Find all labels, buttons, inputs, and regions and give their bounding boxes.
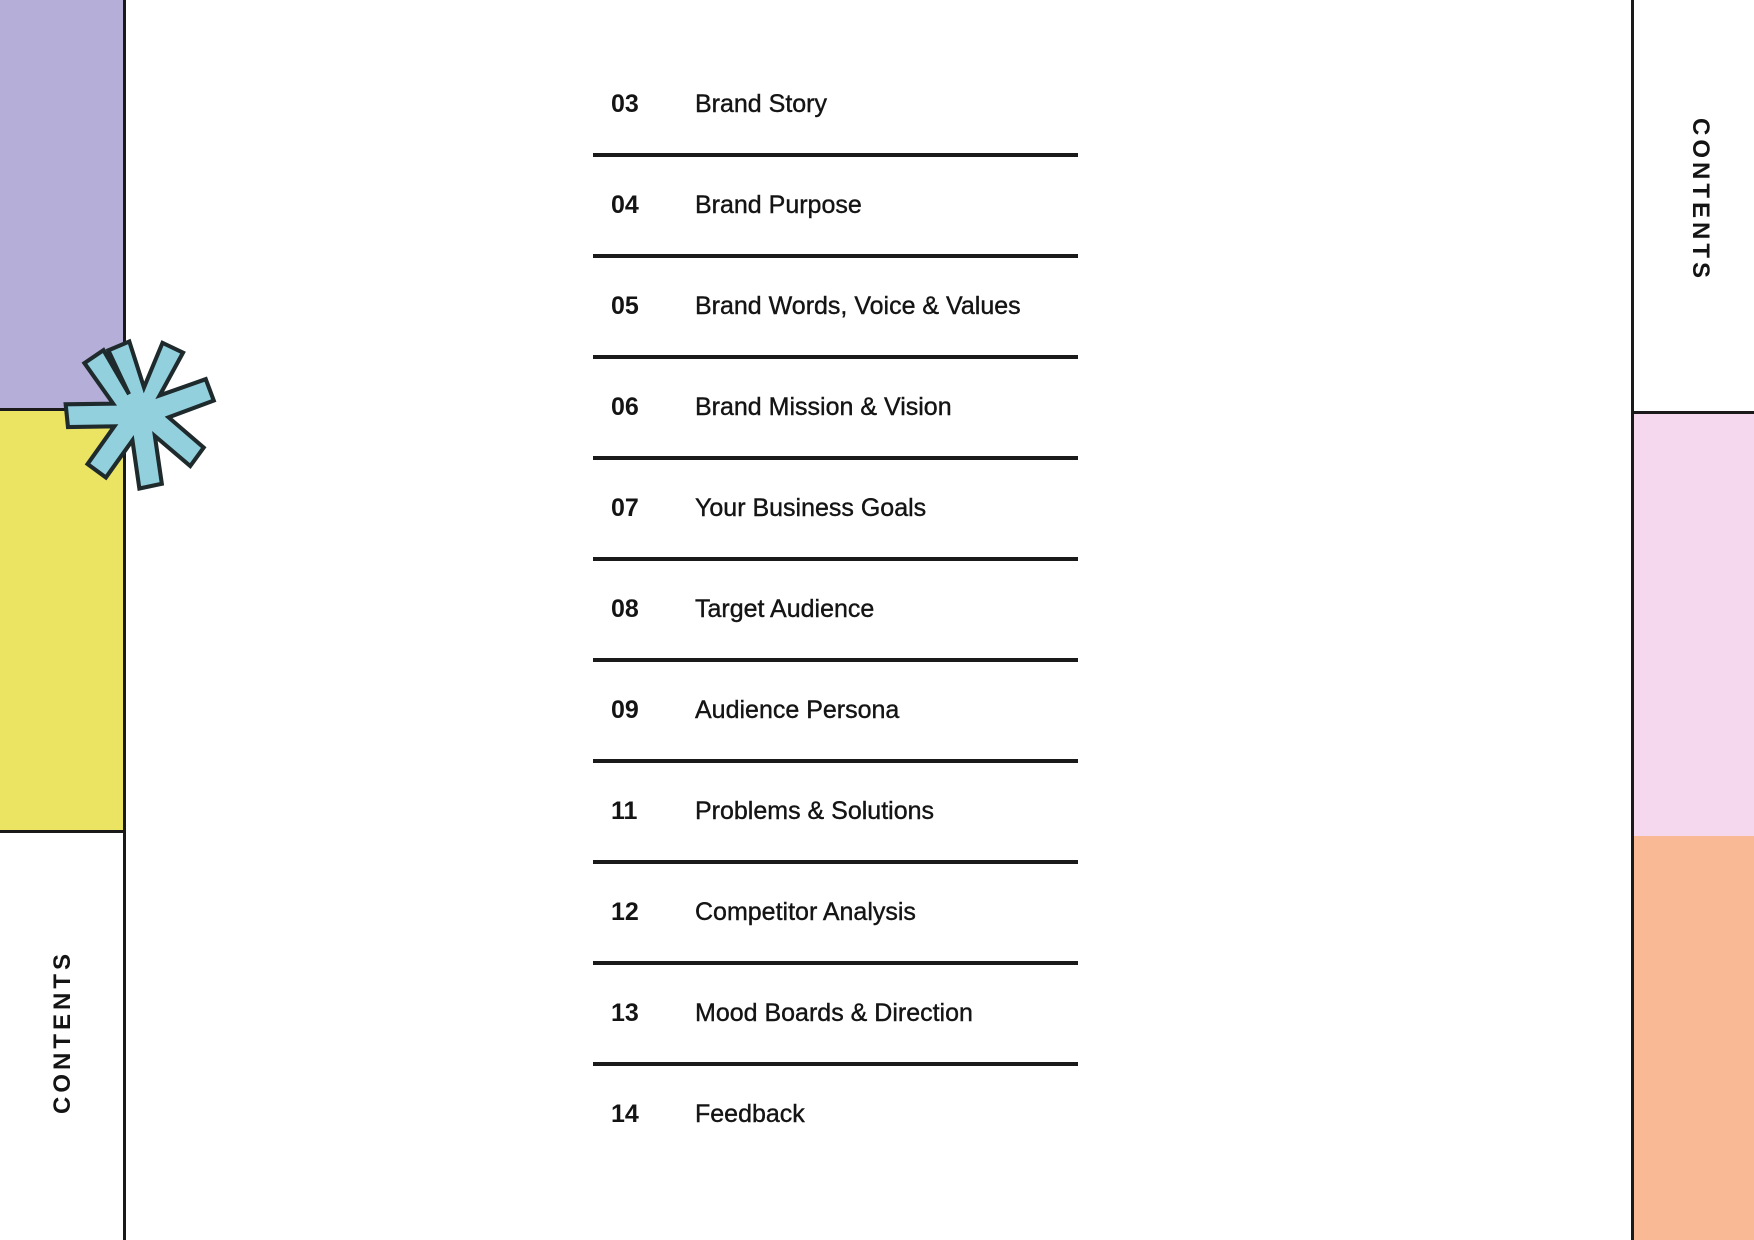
toc-page-number: 12	[611, 898, 639, 926]
toc-item-title: Target Audience	[695, 595, 875, 623]
toc-item-title: Brand Words, Voice & Values	[695, 292, 1021, 320]
right-orange-block	[1634, 836, 1754, 1240]
right-side-panel	[1631, 0, 1754, 1240]
toc-page-number: 11	[611, 797, 638, 825]
toc-item-title: Problems & Solutions	[695, 797, 935, 825]
toc-item[interactable]	[593, 56, 1078, 157]
toc-page-number: 04	[611, 191, 639, 219]
toc-page-number: 08	[611, 595, 639, 623]
toc-page-number: 09	[611, 696, 639, 724]
toc-item-title: Mood Boards & Direction	[695, 999, 973, 1027]
toc-page-number: 03	[611, 90, 639, 118]
toc-item[interactable]	[593, 460, 1078, 561]
toc-page-number: 07	[611, 494, 639, 522]
toc-page-number: 06	[611, 393, 639, 421]
toc-item-title: Brand Mission & Vision	[695, 393, 952, 421]
toc-item-title: Your Business Goals	[695, 494, 927, 522]
toc-item[interactable]	[593, 359, 1078, 460]
toc-item[interactable]	[593, 864, 1078, 965]
toc-page-number: 05	[611, 292, 639, 320]
toc-item[interactable]	[593, 1066, 1078, 1163]
toc-item-title: Competitor Analysis	[695, 898, 916, 926]
toc-item[interactable]	[593, 965, 1078, 1066]
right-pink-block	[1634, 411, 1754, 839]
table-of-contents	[593, 56, 1078, 1163]
left-contents-label: CONTENTS	[49, 950, 76, 1114]
toc-page-number: 14	[611, 1100, 639, 1128]
toc-item[interactable]	[593, 157, 1078, 258]
toc-item-title: Brand Purpose	[695, 191, 862, 219]
toc-item[interactable]	[593, 763, 1078, 864]
left-side-panel	[0, 0, 126, 1240]
toc-item-title: Audience Persona	[695, 696, 900, 724]
toc-item[interactable]	[593, 258, 1078, 359]
toc-item-title: Feedback	[695, 1100, 805, 1128]
right-contents-label: CONTENTS	[1687, 118, 1714, 282]
toc-item[interactable]	[593, 561, 1078, 662]
toc-item-title: Brand Story	[695, 90, 828, 118]
toc-page-number: 13	[611, 999, 639, 1027]
toc-item[interactable]	[593, 662, 1078, 763]
asterisk-icon	[46, 306, 242, 502]
